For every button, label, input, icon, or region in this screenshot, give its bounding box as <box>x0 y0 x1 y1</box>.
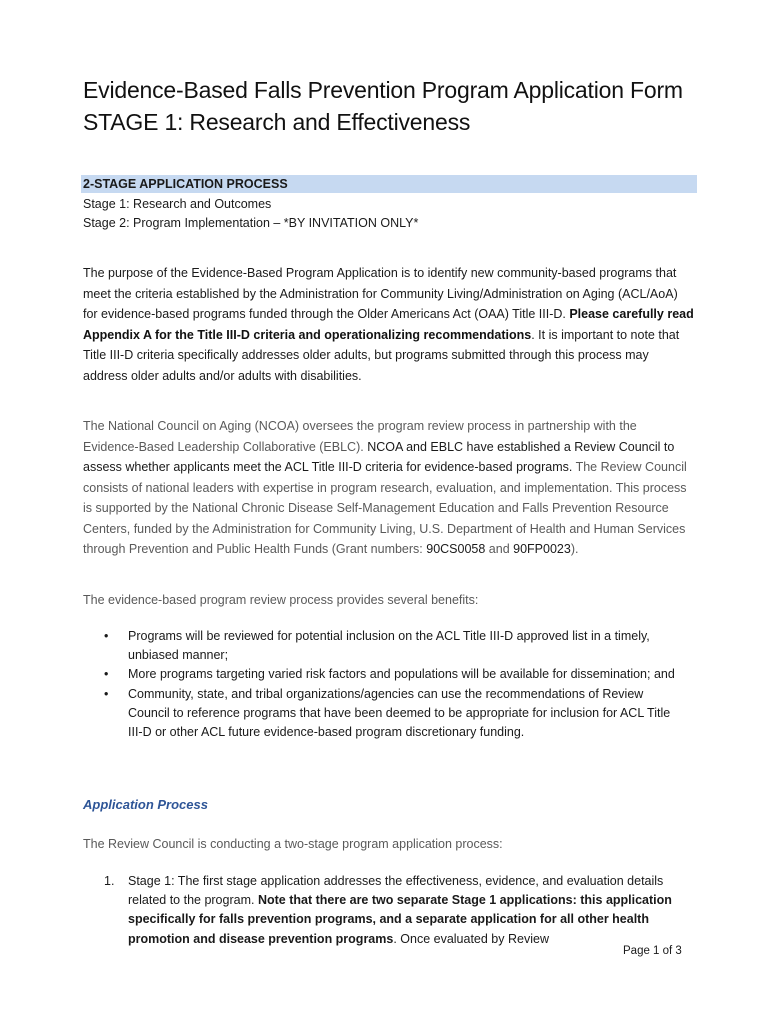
bullet-icon: • <box>104 686 109 701</box>
benefits-list <box>100 627 680 742</box>
stage-2-line: Stage 2: Program Implementation – *BY INVITATION ONLY* <box>83 216 419 230</box>
purpose-text-b: . It is important to note that Title III-D criteria specifically addresses older adults, but programs submitted through this process may address older adults and/or adults with disabilities. <box>83 327 680 383</box>
step-text-a: Stage 1: The first stage application addresses the effectiveness, evidence, and evaluation details related to the program. <box>128 874 664 908</box>
ncoa-paragraph <box>83 416 695 560</box>
step-text-b: . Once evaluated by Review <box>393 931 549 946</box>
purpose-text-a: The purpose of the Evidence-Based Program Application is to identify new community-based programs that meet the criteria established by the Administration for Community Living/Administration on Aging (ACL/AoA) for evidence-based programs funded through the Older Americans Act (OAA) Title III-D. <box>83 266 678 321</box>
purpose-paragraph <box>83 263 695 386</box>
purpose-bold: Please carefully read Appendix A for the Title III-D criteria and operationalizing recommendations <box>83 307 694 342</box>
ncoa-text-a: The National Council on Aging (NCOA) oversees the program review process in partnership with the Evidence-Based Leadership Collaborative (EBLC). <box>83 419 637 454</box>
title-line-2: STAGE 1: Research and Effectiveness <box>83 109 471 135</box>
list-item <box>100 872 690 949</box>
review-intro: The Review Council is conducting a two-stage program application process: <box>83 837 503 851</box>
stage-1-line: Stage 1: Research and Outcomes <box>83 197 272 211</box>
stage-list <box>83 195 418 233</box>
benefit-text: Programs will be reviewed for potential inclusion on the ACL Title III-D approved list in a timely, unbiased manner; <box>128 629 650 663</box>
steps-list <box>100 872 690 949</box>
application-process-heading: Application Process <box>83 797 208 812</box>
title-line-1: Evidence-Based Falls Prevention Program Application Form <box>83 77 683 103</box>
ncoa-text-b: NCOA and EBLC have established a Review Council to assess whether applicants meet the ACL Title III-D criteria for evidence-based programs. <box>83 439 675 474</box>
list-item <box>100 685 680 743</box>
ncoa-text-c: The Review Council consists of national leaders with expertise in program research, evaluation, and implementation. This process is supported by the National Chronic Disease Self-Management Education and Falls Prevention Resource Centers, funded by the Administration for Community Living, U.S. Department of Health and Human Services through Prevention and Public Health Funds (Grant numbers: <box>83 460 687 556</box>
grant-number-2: 90FP0023 <box>513 542 571 556</box>
step-number: 1. <box>104 874 115 888</box>
document-title <box>83 74 723 138</box>
step-bold: Note that there are two separate Stage 1 applications: this application specifically for falls prevention programs, and a separate application for all other health promotion and disease prevention programs <box>128 893 672 946</box>
ncoa-and: and <box>485 542 514 556</box>
list-item <box>100 627 680 665</box>
bullet-icon: • <box>104 629 109 643</box>
benefit-text: Community, state, and tribal organizations/agencies can use the recommendations of Review Council to reference programs that have been deemed to be appropriate for inclusion for ACL Title III-D or other ACL future evidence-based program discretionary funding. <box>128 686 671 740</box>
benefits-intro: The evidence-based program review process provides several benefits: <box>83 593 479 607</box>
benefit-text: More programs targeting varied risk factors and populations will be available for dissemination; and <box>128 667 675 682</box>
page-number: Page 1 of 3 <box>623 945 682 957</box>
grant-number-1: 90CS0058 <box>426 542 486 556</box>
ncoa-end: ). <box>570 542 579 556</box>
bullet-icon: • <box>104 667 109 682</box>
section-heading-bar: 2-STAGE APPLICATION PROCESS <box>81 175 697 193</box>
list-item <box>100 665 680 684</box>
